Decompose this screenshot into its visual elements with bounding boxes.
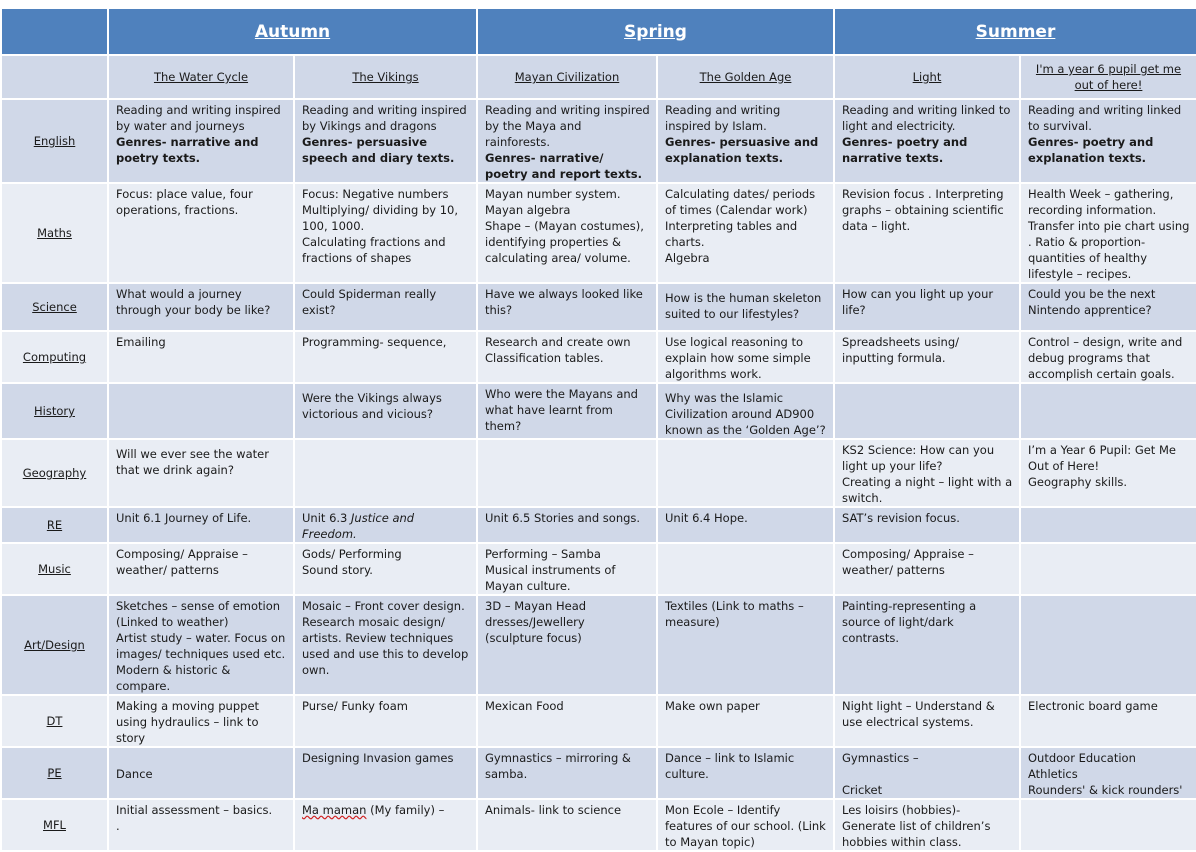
art-autumn-1 xyxy=(108,595,294,695)
cell-line: Focus: Negative numbers xyxy=(302,187,449,201)
re-autumn-1: Unit 6.1 Journey of Life. xyxy=(108,507,294,543)
mfl-spring-2: Mon Ecole – Identify features of our school. (Link to Mayan topic) xyxy=(657,799,834,851)
history-summer-1 xyxy=(834,383,1020,439)
cell-line: Athletics xyxy=(1028,767,1078,781)
geography-summer-2 xyxy=(1020,439,1196,507)
cell-line: Transfer into pie chart using . Ratio & proportion- quantities of healthy lifestyle – recipes. xyxy=(1028,219,1190,281)
row-pe xyxy=(1,747,1196,799)
computing-spring-1: Research and create own Classification tables. xyxy=(477,331,657,383)
topic-mayan: Mayan Civilization xyxy=(477,55,657,99)
music-autumn-1: Composing/ Appraise – weather/ patterns xyxy=(108,543,294,595)
topic-water-cycle: The Water Cycle xyxy=(108,55,294,99)
cell-line: Generate list of children’s hobbies within class. xyxy=(842,819,991,849)
re-summer-1: SAT’s revision focus. xyxy=(834,507,1020,543)
cell-line: Creating a night – light with a switch. xyxy=(842,475,1013,505)
curriculum-table xyxy=(0,7,1196,852)
art-summer-2 xyxy=(1020,595,1196,695)
subject-geography: Geography xyxy=(1,439,108,507)
computing-summer-1: Spreadsheets using/ inputting formula. xyxy=(834,331,1020,383)
pe-summer-2 xyxy=(1020,747,1196,799)
cell-line: Musical instruments of Mayan culture. xyxy=(485,563,616,593)
maths-spring-2 xyxy=(657,183,834,283)
dt-autumn-1: Making a moving puppet using hydraulics – link to story xyxy=(108,695,294,747)
curriculum-table-wrapper xyxy=(0,7,1196,852)
re-unit-title: Justice and Freedom. xyxy=(302,511,415,541)
subject-computing: Computing xyxy=(1,331,108,383)
cell-line: Algebra xyxy=(665,251,710,265)
english-autumn-1 xyxy=(108,99,294,183)
cell-line: . xyxy=(116,819,120,833)
art-summer-1: Painting-representing a source of light/dark contrasts. xyxy=(834,595,1020,695)
maths-spring-1 xyxy=(477,183,657,283)
row-english xyxy=(1,99,1196,183)
season-summer: Summer xyxy=(834,8,1196,55)
english-summer-1 xyxy=(834,99,1020,183)
geography-spring-1 xyxy=(477,439,657,507)
dt-autumn-2: Purse/ Funky foam xyxy=(294,695,477,747)
english-spring-1 xyxy=(477,99,657,183)
subject-music: Music xyxy=(1,543,108,595)
cell-genres: Genres- persuasive speech and diary texts. xyxy=(302,135,455,165)
mfl-spring-1: Animals- link to science xyxy=(477,799,657,851)
cell-line: Health Week – gathering, recording information. xyxy=(1028,187,1174,217)
mfl-summer-1 xyxy=(834,799,1020,851)
art-autumn-2 xyxy=(294,595,477,695)
geography-autumn-2 xyxy=(294,439,477,507)
season-autumn: Autumn xyxy=(108,8,477,55)
mfl-french-phrase: Ma maman xyxy=(302,803,367,817)
cell-line: KS2 Science: How can you light up your life? xyxy=(842,443,995,473)
row-geography xyxy=(1,439,1196,507)
cell-line: Initial assessment – basics. xyxy=(116,803,273,817)
geography-spring-2 xyxy=(657,439,834,507)
cell-line: Rounders' & kick rounders' xyxy=(1028,783,1183,797)
row-history xyxy=(1,383,1196,439)
cell-line: Gods/ Performing xyxy=(302,547,402,561)
dt-spring-2: Make own paper xyxy=(657,695,834,747)
cell-line: Outdoor Education xyxy=(1028,751,1136,765)
topic-year6: I'm a year 6 pupil get me out of here! xyxy=(1020,55,1196,99)
cell-text: Reading and writing inspired by Vikings and dragons xyxy=(302,103,467,133)
cell-line: I’m a Year 6 Pupil: Get Me Out of Here! xyxy=(1028,443,1176,473)
cell-line: Research mosaic design/ artists. Review techniques used and use this to develop own. xyxy=(302,615,469,677)
maths-summer-2 xyxy=(1020,183,1196,283)
pe-autumn-2: Designing Invasion games xyxy=(294,747,477,799)
computing-autumn-2: Programming- sequence, xyxy=(294,331,477,383)
cell-line: Multiplying/ dividing by 10, 100, 1000. xyxy=(302,203,459,233)
topic-light: Light xyxy=(834,55,1020,99)
computing-autumn-1: Emailing xyxy=(108,331,294,383)
row-science xyxy=(1,283,1196,331)
cell-genres: Genres- narrative and poetry texts. xyxy=(116,135,259,165)
art-spring-2: Textiles (Link to maths – measure) xyxy=(657,595,834,695)
re-unit-label: Unit 6.3 xyxy=(302,511,352,525)
science-summer-2: Could you be the next Nintendo apprentice? xyxy=(1020,283,1196,331)
subject-pe: PE xyxy=(1,747,108,799)
computing-spring-2: Use logical reasoning to explain how some simple algorithms work. xyxy=(657,331,834,383)
dt-summer-2: Electronic board game xyxy=(1020,695,1196,747)
cell-text: Reading and writing inspired by Islam. xyxy=(665,103,781,133)
subject-art: Art/Design xyxy=(1,595,108,695)
subject-maths: Maths xyxy=(1,183,108,283)
cell-line: Cricket xyxy=(842,783,883,797)
english-spring-2 xyxy=(657,99,834,183)
cell-genres: Genres- narrative/ poetry and report texts. xyxy=(485,151,642,181)
cell-line: Mosaic – Front cover design. xyxy=(302,599,465,613)
mfl-summer-2 xyxy=(1020,799,1196,851)
pe-autumn-1: Dance xyxy=(108,747,294,799)
geography-autumn-1: Will we ever see the water that we drink again? xyxy=(108,439,294,507)
science-spring-1: Have we always looked like this? xyxy=(477,283,657,331)
corner-cell xyxy=(1,8,108,55)
season-header-row xyxy=(1,8,1196,55)
science-autumn-2: Could Spiderman really exist? xyxy=(294,283,477,331)
dt-spring-1: Mexican Food xyxy=(477,695,657,747)
subject-english: English xyxy=(1,99,108,183)
cell-line: Sketches – sense of emotion (Linked to weather) xyxy=(116,599,281,629)
history-summer-2 xyxy=(1020,383,1196,439)
cell-line: (sculpture focus) xyxy=(485,631,582,645)
mfl-autumn-2 xyxy=(294,799,477,851)
cell-genres: Genres- poetry and explanation texts. xyxy=(1028,135,1154,165)
subject-history: History xyxy=(1,383,108,439)
history-spring-1: Who were the Mayans and what have learnt from them? xyxy=(477,383,657,439)
re-summer-2 xyxy=(1020,507,1196,543)
cell-text: Reading and writing inspired by the Maya and rainforests. xyxy=(485,103,650,149)
pe-summer-1 xyxy=(834,747,1020,799)
cell-line: Sound story. xyxy=(302,563,373,577)
music-summer-1: Composing/ Appraise – weather/ patterns xyxy=(834,543,1020,595)
cell-line: Calculating fractions and fractions of shapes xyxy=(302,235,446,265)
cell-line: Mayan number system. xyxy=(485,187,621,201)
re-autumn-2 xyxy=(294,507,477,543)
cell-line: Gymnastics – xyxy=(842,751,919,765)
science-summer-1: How can you light up your life? xyxy=(834,283,1020,331)
music-spring-1 xyxy=(477,543,657,595)
mfl-autumn-1 xyxy=(108,799,294,851)
cell-genres: Genres- persuasive and explanation texts. xyxy=(665,135,819,165)
history-autumn-1 xyxy=(108,383,294,439)
cell-line: Geography skills. xyxy=(1028,475,1128,489)
science-spring-2: How is the human skeleton suited to our lifestyles? xyxy=(657,283,834,331)
music-spring-2 xyxy=(657,543,834,595)
row-art xyxy=(1,595,1196,695)
dt-summer-1: Night light – Understand & use electrical systems. xyxy=(834,695,1020,747)
english-summer-2 xyxy=(1020,99,1196,183)
row-maths xyxy=(1,183,1196,283)
art-spring-1 xyxy=(477,595,657,695)
history-spring-2: Why was the Islamic Civilization around AD900 known as the ‘Golden Age’? xyxy=(657,383,834,439)
subject-re: RE xyxy=(1,507,108,543)
topic-vikings: The Vikings xyxy=(294,55,477,99)
cell-line: Mayan algebra xyxy=(485,203,571,217)
cell-line: Interpreting tables and charts. xyxy=(665,219,798,249)
cell-line: Shape – (Mayan costumes), identifying properties & calculating area/ volume. xyxy=(485,219,644,265)
subject-science: Science xyxy=(1,283,108,331)
cell-line: Calculating dates/ periods of times (Calendar work) xyxy=(665,187,816,217)
cell-text: Reading and writing inspired by water and journeys xyxy=(116,103,281,133)
re-spring-2: Unit 6.4 Hope. xyxy=(657,507,834,543)
row-dt xyxy=(1,695,1196,747)
cell-text: Reading and writing linked to survival. xyxy=(1028,103,1182,133)
subject-dt: DT xyxy=(1,695,108,747)
cell-line: 3D – Mayan Head dresses/Jewellery xyxy=(485,599,587,629)
cell-text: Reading and writing linked to light and electricity. xyxy=(842,103,1011,133)
music-summer-2 xyxy=(1020,543,1196,595)
science-autumn-1: What would a journey through your body be like? xyxy=(108,283,294,331)
topic-golden-age: The Golden Age xyxy=(657,55,834,99)
computing-summer-2: Control – design, write and debug programs that accomplish certain goals. xyxy=(1020,331,1196,383)
re-spring-1: Unit 6.5 Stories and songs. xyxy=(477,507,657,543)
geography-summer-1 xyxy=(834,439,1020,507)
music-autumn-2 xyxy=(294,543,477,595)
row-computing xyxy=(1,331,1196,383)
mfl-translation: (My family) – xyxy=(366,803,445,817)
cell-line: Performing – Samba xyxy=(485,547,601,561)
row-music xyxy=(1,543,1196,595)
english-autumn-2 xyxy=(294,99,477,183)
history-autumn-2: Were the Vikings always victorious and vicious? xyxy=(294,383,477,439)
cell-line: Artist study – water. Focus on images/ techniques used etc. Modern & historic & compare. xyxy=(116,631,286,693)
pe-spring-1: Gymnastics – mirroring & samba. xyxy=(477,747,657,799)
maths-autumn-2 xyxy=(294,183,477,283)
cell-genres: Genres- poetry and narrative texts. xyxy=(842,135,968,165)
cell-line: Les loisirs (hobbies)- xyxy=(842,803,961,817)
row-re xyxy=(1,507,1196,543)
topic-corner-cell xyxy=(1,55,108,99)
topic-header-row xyxy=(1,55,1196,99)
maths-summer-1: Revision focus . Interpreting graphs – obtaining scientific data – light. xyxy=(834,183,1020,283)
maths-autumn-1: Focus: place value, four operations, fractions. xyxy=(108,183,294,283)
subject-mfl: MFL xyxy=(1,799,108,851)
pe-spring-2: Dance – link to Islamic culture. xyxy=(657,747,834,799)
row-mfl xyxy=(1,799,1196,851)
season-spring: Spring xyxy=(477,8,834,55)
